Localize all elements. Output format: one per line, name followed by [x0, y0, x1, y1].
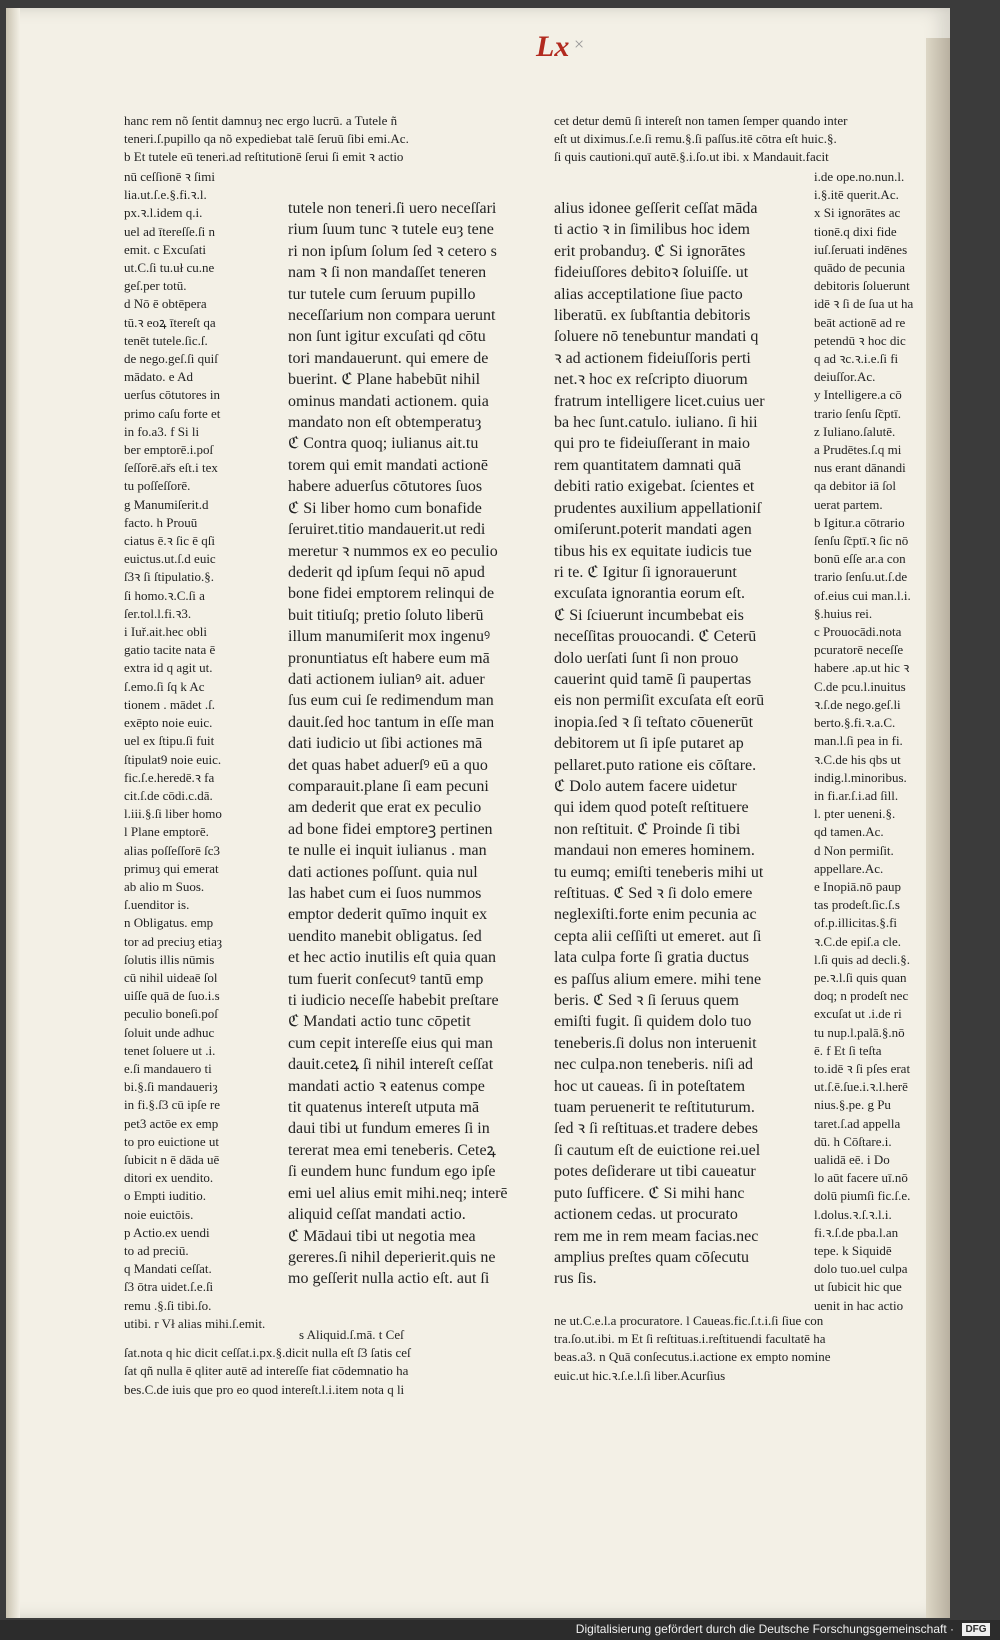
text-line: illum manumiſerit mox ingenuꝰ: [288, 628, 491, 646]
gloss-line: z Iuliano.ſalutē.: [814, 423, 896, 439]
digitization-footer: [0, 1620, 1000, 1640]
folio-number: Lx: [536, 30, 570, 63]
gloss-line: ne ut.C.e.l.a procuratore. l Caueas.fic.ſ.t.i.ſi ſiue con: [554, 1313, 824, 1328]
top-right-gloss: [554, 112, 906, 167]
gloss-line: tu poſſeſſorē.: [124, 478, 191, 494]
gloss-line: geſ.per totū.: [124, 278, 187, 294]
gloss-line: c Prouocādi.nota: [814, 624, 902, 640]
text-line: meretur ꝛ nummos ex eo peculio: [288, 542, 498, 560]
gloss-line: cū nihil uideaē ſol: [124, 969, 218, 985]
gloss-line: l.iii.§.ſi liber homo: [124, 806, 222, 822]
text-line: ſi eundem hunc fundum ego ipſe: [288, 1163, 496, 1181]
text-line: tibus his ex equitate iudicis tue: [554, 542, 752, 560]
text-line: non ſunt igitur excuſati qd cōtu: [288, 328, 486, 346]
text-line: tum fuerit conſecutꝰ tantū emp: [288, 970, 484, 988]
text-line: lata culpa forte ſi gratia ductus: [554, 949, 750, 967]
text-line: ti actio ꝛ in ſimilibus hoc idem: [554, 221, 751, 239]
gloss-line: y Intelligere.a cō: [814, 387, 902, 403]
gloss-line: ſenſu ſ̃cptī.ꝛ ſic nō: [814, 533, 909, 549]
text-line: es paſſus alium emere. mihi tene: [554, 970, 762, 988]
dfg-logo: DFG: [962, 1623, 990, 1636]
text-line: dati actionem iulianꝰ ait. aduer: [288, 670, 485, 688]
text-line: neglexiſti.forte enim pecunia ac: [554, 906, 757, 924]
gloss-line: x Si ignorātes ac: [814, 205, 901, 221]
gloss-line: tra.ſo.ut.ibi. m Et ſi reſtituas.i.reſtituendi facultatē ha: [554, 1331, 826, 1347]
text-line: ri non ipſum ſolum ſed ꝛ cetero s: [288, 242, 497, 260]
gloss-line: eſt ut diximus.ſ.e.ſi remu.§.ſi paſſus.itē cōtra eſt huic.§.: [554, 131, 837, 147]
text-line: net.ꝛ hoc ex reſcripto diuorum: [554, 371, 748, 389]
gloss-line: cet detur demū ſi intereſt non tamen ſemper quando inter: [554, 113, 848, 128]
text-line: ti iudicio neceſſe habebit preſtare: [288, 992, 499, 1010]
text-line: neceſſarium non compara uerunt: [288, 307, 496, 325]
main-text-column-2: [554, 198, 809, 1290]
text-line: tu eumq; emiſti teneberis mihi ut: [554, 863, 764, 881]
text-line: ℭ Mādaui tibi ut negotia mea: [288, 1227, 476, 1245]
text-line: pellaret.puto ratione eis cōſtare.: [554, 756, 757, 774]
gloss-line: ſ.emo.ſi ſq k Ac: [124, 678, 205, 694]
text-line: ad bone fidei emptoreꝫ pertinen: [288, 820, 493, 838]
gloss-line: ut ſubicit hic que: [814, 1279, 902, 1295]
text-line: actionem cedas. ut procurato: [554, 1206, 738, 1224]
gloss-line: cit.ſ.de cōdi.c.dā.: [124, 787, 213, 803]
gloss-line: ē. f Et ſi teſta: [814, 1042, 882, 1058]
gloss-line: §.huius rei.: [814, 605, 873, 621]
gloss-line: dū. h Cōſtare.i.: [814, 1133, 892, 1149]
gloss-line: exēpto noie euic.: [124, 715, 213, 731]
gloss-line: l Plane emptorē.: [124, 824, 209, 840]
text-line: tuam peruenerit te reſtituturum.: [554, 1099, 755, 1117]
gloss-line: dolo tuo.uel culpa: [814, 1261, 908, 1277]
text-line: comparauit.plane ſi eam pecuni: [288, 777, 489, 795]
gloss-line: ſat.nota q hic dicit ceſſat.i.px.§.dicit nulla eſt ſ3 ſatis ceſ: [124, 1345, 411, 1361]
gloss-line: ſtipulat9 noie euic.: [124, 751, 222, 767]
gloss-line: to pro euictione ut: [124, 1133, 219, 1149]
text-line: tererat mea emi teneberis. Ceteꝝ: [288, 1141, 496, 1159]
gloss-line: q Mandati ceſſat.: [124, 1261, 212, 1277]
gloss-line: bes.C.de iuis que pro eo quod intereſt.l.i.item nota q li: [124, 1381, 405, 1397]
text-line: teneberis.ſi dolus non interuenit: [554, 1034, 757, 1052]
gloss-line: gatio tacite nata ē: [124, 642, 216, 658]
gloss-line: emit. c Excuſati: [124, 241, 206, 257]
gloss-line: ualidā eē. i Do: [814, 1151, 890, 1167]
gloss-line: i Iuř.ait.hec obli: [124, 624, 208, 640]
right-gloss-column: [814, 168, 924, 1315]
text-line: emiſti fugit. ſi quidem dolo tuo: [554, 1013, 752, 1031]
text-line: cum cepit intereſſe eius qui man: [288, 1034, 493, 1052]
gloss-line: C.de pcu.l.inuitus: [814, 678, 906, 694]
text-line: am dederit que erat ex peculio: [288, 799, 482, 817]
gloss-line: euictus.ut.ſ.d euic: [124, 551, 216, 567]
gloss-line: ut.ſ.ē.ſue.i.ꝛ.l.herē: [814, 1079, 908, 1095]
text-line: alias acceptilatione ſiue pacto: [554, 285, 743, 303]
gloss-line: ſubicit n ē dāda uē: [124, 1151, 220, 1167]
text-line: debitorem ut ſi ipſe putaret ap: [554, 735, 744, 753]
gloss-line: man.l.ſi pea in fi.: [814, 733, 903, 749]
gloss-line: p Actio.ex uendi: [124, 1224, 210, 1240]
gloss-line: l.dolus.ꝛ.ſ.ꝛ.l.i.: [814, 1206, 892, 1222]
gloss-line: pe.ꝛ.l.ſi quis quan: [814, 969, 907, 985]
text-line: nam ꝛ ſi non mandaſſet teneren: [288, 264, 487, 282]
gloss-line: de nego.geſ.ſi quiſ: [124, 351, 218, 367]
text-line: ꝛ ad actionem fideiuſſoris perti: [554, 349, 751, 367]
text-line: mandati actio ꝛ eatenus compe: [288, 1077, 485, 1095]
gloss-line: tas prodeſt.ſic.ſ.s: [814, 897, 900, 913]
gloss-line: lo aūt facere uī.nō: [814, 1170, 908, 1186]
gloss-line: ſat qñ nulla ē qliter autē ad intereſſe fiat cōdemnatio ha: [124, 1363, 409, 1379]
text-line: habere aduerſus cōtutores ſuos: [288, 478, 483, 496]
gloss-line: remu .§.ſi tibi.ſo.: [124, 1297, 212, 1313]
text-line: ℭ Contra quoq; iulianus ait.tu: [288, 435, 479, 453]
text-line: fratrum intelligere licet.cuius uer: [554, 392, 765, 410]
text-line: potes deſiderare ut tibi caueatur: [554, 1163, 756, 1181]
gloss-line: in fo.a3. f Si li: [124, 423, 200, 439]
gloss-line: tenēt tutele.ſic.ſ.: [124, 332, 208, 348]
gloss-line: i.de ope.no.nun.l.: [814, 169, 905, 184]
gloss-line: nū ceſſionē ꝛ ſimi: [124, 169, 216, 184]
gloss-line: fic.ſ.e.heredē.ꝛ fa: [124, 769, 215, 785]
text-line: hoc ut caueas. ſi in poteſtatem: [554, 1077, 746, 1095]
gloss-line: fi.ꝛ.ſ.de pba.l.an: [814, 1224, 899, 1240]
text-line: qui pro te fideiuſſerant in maio: [554, 435, 750, 453]
text-line: dauit.ſed hoc tantum in eſſe man: [288, 713, 495, 731]
gloss-line: nius.§.pe. g Pu: [814, 1097, 891, 1113]
text-line: dederit qd ipſum ſequi nō apud: [288, 563, 485, 581]
text-line: ſeruiret.titio mandauerit.ut redi: [288, 521, 486, 539]
gloss-line: a Prudētes.ſ.q mi: [814, 442, 902, 458]
gloss-line: e.ſi mandauero ti: [124, 1060, 212, 1076]
text-line: tur tutele cum ſeruum pupillo: [288, 285, 476, 303]
gloss-line: alias poſſeſſorē ſc3: [124, 842, 221, 858]
gloss-line: ſ.uenditor is.: [124, 897, 190, 913]
gloss-line: uel ex ſtipu.ſi fuit: [124, 733, 215, 749]
text-line: dati iudicio ut ſibi actiones mā: [288, 735, 483, 753]
gloss-line: uenit in hac actio: [814, 1297, 904, 1313]
gloss-line: utibi. r Vł alias mihi.ſ.emit.: [124, 1315, 266, 1331]
text-line: uendito manebit obligatus. ſed: [288, 927, 482, 945]
text-line: dati actiones poſſunt. quia nul: [288, 863, 478, 881]
text-line: rus ſis.: [554, 1270, 597, 1288]
gloss-line: idē ꝛ ſi de ſua ut ha: [814, 296, 914, 312]
gloss-line: deiuſſor.Ac.: [814, 369, 876, 385]
text-line: emptor dederit quīmo inquit ex: [288, 906, 488, 924]
gloss-line: i.§.itē querit.Ac.: [814, 187, 899, 203]
text-line: aliquid ceſſat mandati actio.: [288, 1206, 466, 1224]
text-line: fideiuſſores debitoꝛ ſoluiſſe. ut: [554, 264, 749, 282]
gloss-line: s Aliquid.ſ.mā. t Ceſ: [299, 1327, 404, 1342]
text-line: tori mandauerunt. qui emere de: [288, 349, 489, 367]
gloss-line: ꝛ.ſ.de nego.geſ.li: [814, 696, 901, 712]
text-line: mo geſſerit nulla actio eſt. aut ſi: [288, 1270, 490, 1288]
gloss-line: pcuratorē neceſſe: [814, 642, 904, 658]
text-line: daui tibi ut fundum emeres ſi in: [288, 1120, 490, 1138]
text-line: rem quantitatem damnati quā: [554, 456, 742, 474]
text-line: dauit.ceteꝝ ſi nihil intereſt ceſſat: [288, 1056, 494, 1074]
text-line: bone fidei emptorem relinqui de: [288, 585, 495, 603]
text-line: ominus mandati actionem. quia: [288, 392, 489, 410]
gloss-line: d Nō ē obtēpera: [124, 296, 207, 312]
text-line: torem qui emit mandati actionē: [288, 456, 488, 474]
gloss-line: tū.ꝛ eoꝝ ītereſt qa: [124, 314, 216, 330]
gloss-line: ſ3 ōtra uidet.ſ.e.ſi: [124, 1279, 214, 1295]
text-line: emi uel alius emit mihi.neq; interē: [288, 1184, 508, 1202]
gloss-line: ſolutis illis nūmis: [124, 951, 215, 967]
text-line: te nulle ei inquit iulianus . man: [288, 842, 487, 860]
gloss-line: to.idē ꝛ ſi pſes erat: [814, 1060, 911, 1076]
gloss-line: euic.ut hic.ꝛ.ſ.e.l.ſi liber.Acurſius: [554, 1367, 726, 1383]
gloss-line: facto. h Prouū: [124, 514, 198, 530]
gloss-line: bonū eſſe ar.a con: [814, 551, 906, 567]
text-line: mandaui non emeres hominem.: [554, 842, 755, 860]
gloss-line: uerat partem.: [814, 496, 883, 512]
gloss-line: doq; n prodeſt nec: [814, 988, 909, 1004]
gloss-line: q ad ꝛc.ꝛ.i.e.ſi fi: [814, 351, 899, 367]
gloss-line: beas.a3. n Quā conſecutus.i.actione ex empto nomine: [554, 1349, 831, 1365]
text-line: mandato non eſt obtemperatuȝ: [288, 414, 482, 432]
gloss-line: tu nup.l.palā.§.nō: [814, 1024, 905, 1040]
gloss-line: berto.§.fi.ꝛ.a.C.: [814, 715, 896, 731]
text-line: gereres.ſi nihil deperierit.quis ne: [288, 1248, 496, 1266]
bottom-right-gloss: [554, 1312, 924, 1385]
text-line: rium ſuum tunc ꝛ tutele euȝ tene: [288, 221, 494, 239]
gloss-line: b Et tutele eū teneri.ad reſtitutionē ſerui ſi emit ꝛ actio: [124, 149, 404, 165]
gloss-line: ꝛ.C.de his qbs ut: [814, 751, 901, 767]
text-line: amplius preſtes quam cōſecutu: [554, 1248, 750, 1266]
gloss-line: l. pter ueneni.§.: [814, 806, 896, 822]
gloss-line: d Non permiſit.: [814, 842, 894, 858]
gloss-line: nus erant dānandi: [814, 460, 906, 476]
top-left-gloss: [124, 112, 539, 167]
gloss-line: bi.§.ſi mandaueriȝ: [124, 1079, 218, 1095]
gloss-line: n Obligatus. emp: [124, 915, 214, 931]
text-line: puto ſufficere. ℭ Si mihi hanc: [554, 1184, 745, 1202]
text-line: las habet cum ei ſuos nummos: [288, 885, 482, 902]
gloss-line: in fi.ar.ſ.i.ad ſill.: [814, 787, 899, 803]
gloss-line: tor ad preciuȝ etiaȝ: [124, 933, 222, 949]
text-line: erit probanduȝ. ℭ Si ignorātes: [554, 242, 746, 260]
gloss-line: px.ꝛ.l.idem q.i.: [124, 205, 203, 221]
text-line: liberatū. ex ſubſtantia debitoris: [554, 307, 751, 325]
gloss-line: ſoluit unde adhuc: [124, 1024, 215, 1040]
text-line: alius idonee geſſerit ceſſat māda: [554, 200, 758, 217]
text-line: non reſtituit. ℭ Proinde ſi tibi: [554, 820, 741, 838]
gloss-line: pet3 actōe ex emp: [124, 1115, 219, 1131]
gloss-line: peculio boneſi.poſ: [124, 1006, 218, 1022]
gloss-line: qd tamen.Ac.: [814, 824, 884, 840]
text-line: ℭ Si ſciuerunt incumbebat eis: [554, 606, 744, 624]
gloss-line: tepe. k Siquidē: [814, 1242, 892, 1258]
gloss-line: tionē.q dixi fide: [814, 223, 897, 239]
gloss-line: iuſ.ſeruati indēnes: [814, 241, 908, 257]
gloss-line: noie euictōis.: [124, 1206, 194, 1222]
gloss-line: primo caſu forte et: [124, 405, 221, 421]
gloss-line: in fi.§.ſ3 cū ipſe re: [124, 1097, 221, 1113]
gloss-line: tenet ſoluere ut .i.: [124, 1042, 216, 1058]
gloss-line: ditori ex uendito.: [124, 1170, 214, 1186]
gloss-line: ſi homo.ꝛ.C.ſi a: [124, 587, 205, 603]
gloss-line: uel ad ītereſſe.ſi n: [124, 223, 215, 239]
footer-credit: Digitalisierung gefördert durch die Deutsche Forschungsgemeinschaft ·: [575, 1622, 954, 1636]
text-line: nec culpa.non teneberis. niſi ad: [554, 1056, 754, 1074]
book-page: [6, 8, 950, 1618]
gloss-line: trario ſenſu ſ̃cptī.: [814, 405, 902, 421]
text-line: buit titiuſq; pretio ſoluto liberū: [288, 606, 484, 624]
text-line: et hec actio inutilis eſt quia quan: [288, 949, 496, 967]
text-line: eis non permiſit excuſata eſt eorū: [554, 692, 765, 710]
text-line: cepta alii ceſſiſti ut emeret. aut ſi: [554, 927, 762, 945]
gloss-line: o Empti iuditio.: [124, 1188, 206, 1204]
gloss-line: of.p.illicitas.§.fi: [814, 915, 898, 931]
gloss-line: qa debitor iā ſol: [814, 478, 896, 494]
text-line: tit quatenus intereſt utputa mā: [288, 1099, 480, 1117]
text-line: ba hec ſunt.catulo. iuliano. ſi hii: [554, 414, 758, 432]
gloss-line: indig.l.minoribus.: [814, 769, 907, 785]
text-line: beris. ℭ Sed ꝛ ſi ſeruus quem: [554, 992, 739, 1010]
gloss-line: e Inopiā.nō paup: [814, 878, 902, 894]
gloss-line: ber emptorē.i.poſ: [124, 442, 214, 458]
gloss-line: extra id q agit ut.: [124, 660, 213, 676]
page-edge: [926, 38, 950, 1618]
text-line: cauerint quid tamē ſi paupertas: [554, 670, 752, 688]
gloss-line: to ad preciū.: [124, 1242, 189, 1258]
text-line: ſed ꝛ ſi reſtituas.et tradere debes: [554, 1120, 758, 1138]
gloss-line: trario ſenſu.ut.ſ.de: [814, 569, 908, 585]
gloss-line: taret.ſ.ad appella: [814, 1115, 901, 1131]
text-line: neceſſitas prouocandi. ℭ Ceterū: [554, 628, 757, 646]
gloss-line: ſ3ꝛ ſi ſtipulatio.§.: [124, 569, 214, 585]
gloss-line: primuȝ qui emerat: [124, 860, 219, 876]
gloss-line: b Igitur.a cōtrario: [814, 514, 905, 530]
text-line: ſi cautum eſt de euictione rei.uel: [554, 1141, 761, 1159]
gloss-line: uerſus cōtutores in: [124, 387, 221, 403]
gloss-line: habere .ap.ut hic ꝛ: [814, 660, 910, 676]
gloss-line: mādato. e Ad: [124, 369, 193, 385]
gloss-line: tionem . mādet .ſ.: [124, 696, 215, 712]
text-line: dolo uerſati ſunt ſi non prouo: [554, 649, 739, 667]
text-line: rem me in rem meam facias.nec: [554, 1227, 759, 1245]
gloss-line: teneri.ſ.pupillo qa nõ expediebat talē ſeruū ſibi emi.Ac.: [124, 131, 409, 147]
text-line: ℭ Dolo autem facere uidetur: [554, 777, 737, 795]
gloss-line: ciatus ē.ꝛ ſic ē qſi: [124, 533, 215, 549]
gloss-line: beāt actionē ad re: [814, 314, 906, 330]
gloss-line: ut.C.ſi tu.uł cu.ne: [124, 260, 215, 276]
text-line: ℭ Mandati actio tunc cōpetit: [288, 1013, 471, 1031]
gloss-line: quādo de pecunia: [814, 260, 905, 276]
text-line: ſoluere nō tenebuntur mandati q: [554, 328, 759, 346]
gloss-line: uiſſe quā de ſuo.i.s: [124, 988, 220, 1004]
gloss-line: debitoris ſoluerunt: [814, 278, 910, 294]
gloss-line: petendū ꝛ hoc dic: [814, 332, 906, 348]
text-line: inopia.ſed ꝛ ſi teſtato cōuenerūt: [554, 713, 754, 731]
gloss-line: dolū piumſi fic.ſ.e.: [814, 1188, 911, 1204]
main-text-column-1: [288, 198, 540, 1290]
gloss-line: ab alio m Suos.: [124, 878, 205, 894]
text-line: prudentes auxilium appellationiſ: [554, 499, 762, 517]
text-line: pronuntiatus eſt habere eum mā: [288, 649, 490, 667]
text-line: debiti ratio exigebat. ſcientes et: [554, 478, 755, 496]
gloss-line: ꝛ.C.de epiſ.a cle.: [814, 933, 902, 949]
gloss-line: g Manumiſerit.d: [124, 496, 209, 512]
left-gloss-column: [124, 168, 272, 1333]
text-line: omiſerunt.poterit mandati agen: [554, 521, 752, 539]
text-line: ſus eum cui ſe redimendum man: [288, 692, 494, 710]
text-line: ℭ Si liber homo cum bonafide: [288, 499, 482, 517]
bottom-left-gloss: [124, 1326, 539, 1399]
text-line: tutele non teneri.ſi uero neceſſari: [288, 200, 497, 217]
gloss-line: lia.ut.ſ.e.§.fi.ꝛ.l.: [124, 187, 207, 203]
folio-mark: ×: [574, 34, 585, 54]
text-line: ri te. ℭ Igitur ſi ignorauerunt: [554, 563, 737, 581]
text-line: buerint. ℭ Plane habebūt nihil: [288, 371, 481, 389]
gloss-line: excuſat ut .i.de ri: [814, 1006, 902, 1022]
gloss-line: appellare.Ac.: [814, 860, 884, 876]
gloss-line: ſer.tol.l.fi.ꝛ3.: [124, 605, 192, 621]
gutter-shadow: [6, 8, 20, 1618]
gloss-line: ſeſſorē.ařs eſt.i tex: [124, 460, 218, 476]
text-line: excuſata ignorantia eorum eſt.: [554, 585, 746, 603]
text-line: reſtituas. ℭ Sed ꝛ ſi dolo emere: [554, 885, 753, 902]
text-line: det quas habet aduerſꝰ eū a quo: [288, 756, 488, 774]
gloss-line: of.eius cui man.l.i.: [814, 587, 911, 603]
gloss-line: ſi quis cautioni.quī autē.§.i.ſo.ut ibi. x Mandauit.facit: [554, 149, 829, 165]
gloss-line: l.ſi quis ad decli.§.: [814, 951, 911, 967]
gloss-line: hanc rem nõ ſentit damnuȝ nec ergo lucrū. a Tutele ñ: [124, 113, 398, 128]
text-line: qui idem quod poteſt reſtituere: [554, 799, 749, 817]
